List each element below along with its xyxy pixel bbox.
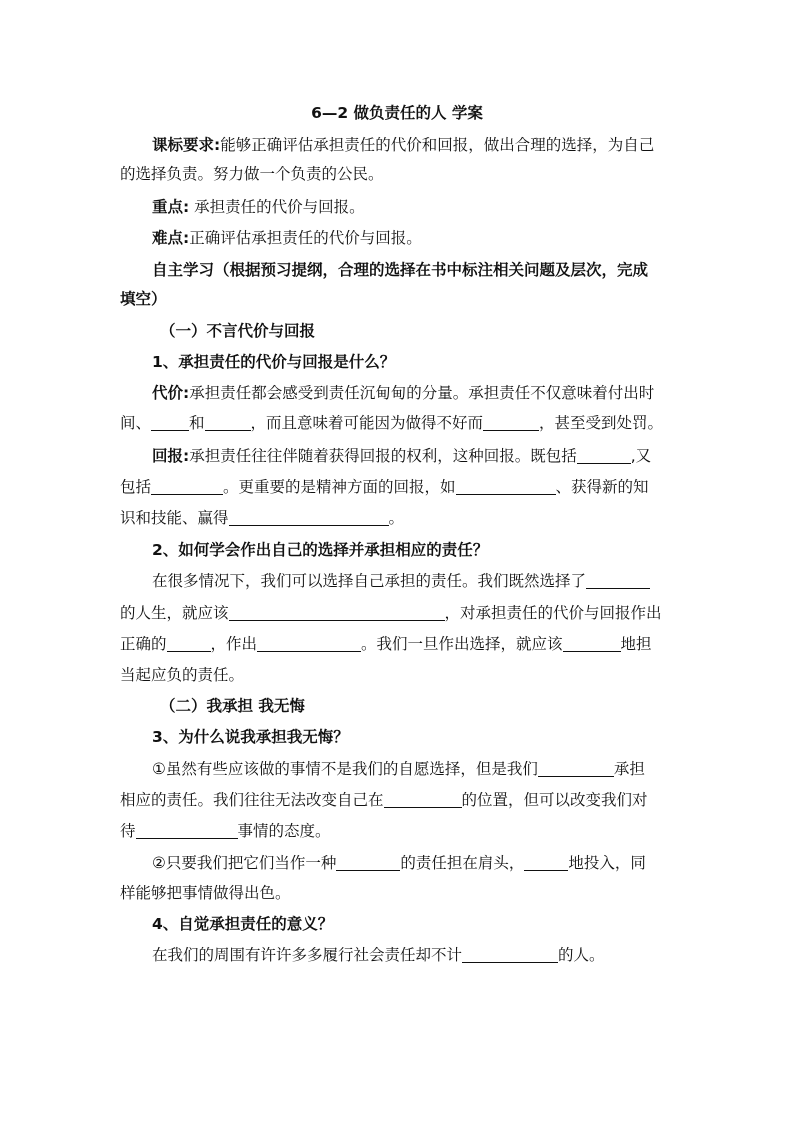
reward-label: 回报: — [152, 447, 190, 465]
q2-text-b: 的人生，就应该 — [120, 604, 229, 622]
reward-text-g: 。 — [388, 509, 405, 527]
blank-q2-2[interactable] — [229, 604, 445, 621]
page-title: 6—2 做负责任的人 学案 — [311, 104, 483, 122]
q3-text-p2d: 样能够把事情做得出色。 — [120, 884, 291, 902]
cost-line-1 — [152, 383, 654, 403]
q4-line-1 — [152, 945, 605, 965]
blank-q4-1[interactable] — [462, 946, 558, 963]
cost-line-2 — [120, 413, 663, 433]
q2-text-f: 。我们一旦作出选择，就应该 — [361, 635, 563, 653]
q3-line-1 — [152, 759, 645, 779]
blank-reward-3[interactable] — [456, 478, 556, 495]
blank-q3-5[interactable] — [524, 854, 568, 871]
q3-text-p1b: 承担 — [613, 760, 645, 778]
reward-text-b: ,又 — [630, 447, 652, 465]
q2-line-1 — [152, 571, 650, 591]
standard-label: 课标要求: — [152, 136, 221, 154]
section2-heading: （二）我承担 我无悔 — [160, 697, 305, 715]
key-point-line — [152, 197, 365, 217]
q3-text-p1e: 待 — [120, 822, 136, 840]
cost-text-c: ，而且意味着可能因为做得不好而 — [250, 414, 484, 432]
blank-reward-2[interactable] — [151, 478, 223, 495]
q2-text-d: 正确的 — [120, 635, 167, 653]
standard-text-2: 的选择负责。努力做一个负责的公民。 — [120, 165, 384, 183]
q3-line-3 — [120, 821, 331, 841]
blank-cost-1[interactable] — [151, 414, 189, 431]
q2-heading: 2、如何学会作出自己的选择并承担相应的责任？ — [152, 541, 489, 559]
blank-q2-4[interactable] — [257, 635, 361, 652]
blank-reward-1[interactable] — [577, 447, 631, 464]
reward-line-3 — [120, 508, 404, 528]
self-study-line-1: 自主学习（根据预习提纲，合理的选择在书中标注相关问题及层次，完成 — [152, 261, 649, 279]
blank-q3-3[interactable] — [136, 822, 238, 839]
blank-cost-2[interactable] — [205, 414, 251, 431]
q4-text-b: 的人。 — [558, 946, 605, 964]
q3-heading: 3、为什么说我承担我无悔？ — [152, 728, 349, 746]
q3-text-p1f: 事情的态度。 — [237, 822, 331, 840]
q4-heading: 4、自觉承担责任的意义？ — [152, 915, 334, 933]
q3-text-p2a: ②只要我们把它们当作一种 — [152, 854, 337, 872]
blank-cost-3[interactable] — [483, 414, 539, 431]
blank-q2-5[interactable] — [563, 635, 621, 652]
q3-text-p1c: 相应的责任。我们往往无法改变自己在 — [120, 791, 384, 809]
standard-line-1 — [152, 135, 654, 155]
blank-q3-4[interactable] — [336, 854, 400, 871]
section1-heading: （一）不言代价与回报 — [160, 322, 316, 340]
reward-text-d: 。更重要的是精神方面的回报，如 — [223, 478, 456, 496]
difficulty-line — [152, 228, 422, 248]
q2-text-e: ，作出 — [210, 635, 258, 653]
self-study-line-2: 填空） — [120, 290, 167, 308]
cost-text-b: 和 — [189, 414, 205, 432]
cost-text-a: 间、 — [120, 414, 152, 432]
cost-label: 代价: — [152, 384, 190, 402]
q4-text-a: 在我们的周围有许许多多履行社会责任却不计 — [152, 946, 463, 964]
q3-line-2 — [120, 790, 648, 810]
reward-text-c: 包括 — [120, 478, 152, 496]
q2-text-h: 当起应负的责任。 — [120, 666, 245, 684]
blank-reward-4[interactable] — [229, 509, 389, 526]
reward-text-e: 、获得新的知 — [555, 478, 649, 496]
key-point-label: 重点: — [152, 198, 190, 216]
key-point-text: 承担责任的代价与回报。 — [189, 198, 365, 216]
q3-text-p1a: ①虽然有些应该做的事情不是我们的自愿选择，但是我们 — [152, 760, 538, 778]
reward-text-a: 承担责任往往伴随着获得回报的权利，这种回报。既包括 — [189, 447, 577, 465]
q2-text-c: ，对承担责任的代价与回报作出 — [444, 604, 662, 622]
q3-line-4 — [152, 853, 646, 873]
standard-text-1: 能够正确评估承担责任的代价和回报，做出合理的选择，为自己 — [220, 136, 655, 154]
difficulty-label: 难点: — [152, 229, 190, 247]
blank-q2-1[interactable] — [586, 572, 650, 589]
reward-line-2 — [120, 477, 649, 497]
blank-q2-3[interactable] — [167, 635, 211, 652]
q2-text-a: 在很多情况下，我们可以选择自己承担的责任。我们既然选择了 — [152, 572, 587, 590]
difficulty-text: 正确评估承担责任的代价与回报。 — [189, 229, 422, 247]
q1-heading: 1、承担责任的代价与回报是什么？ — [152, 353, 396, 371]
blank-q3-2[interactable] — [384, 791, 462, 808]
q3-text-p2b: 的责任担在肩头， — [400, 854, 525, 872]
reward-line-1 — [152, 446, 651, 466]
q2-line-3 — [120, 634, 652, 654]
q3-text-p2c: 地投入，同 — [568, 854, 646, 872]
q3-text-p1d: 的位置，但可以改变我们对 — [461, 791, 648, 809]
blank-q3-1[interactable] — [538, 760, 614, 777]
reward-text-f: 识和技能、赢得 — [120, 509, 229, 527]
cost-text-d: ，甚至受到处罚。 — [539, 414, 664, 432]
cost-text-1: 承担责任都会感受到责任沉甸甸的分量。承担责任不仅意味着付出时 — [189, 384, 655, 402]
q2-text-g: 地担 — [620, 635, 652, 653]
q2-line-2 — [120, 603, 662, 623]
